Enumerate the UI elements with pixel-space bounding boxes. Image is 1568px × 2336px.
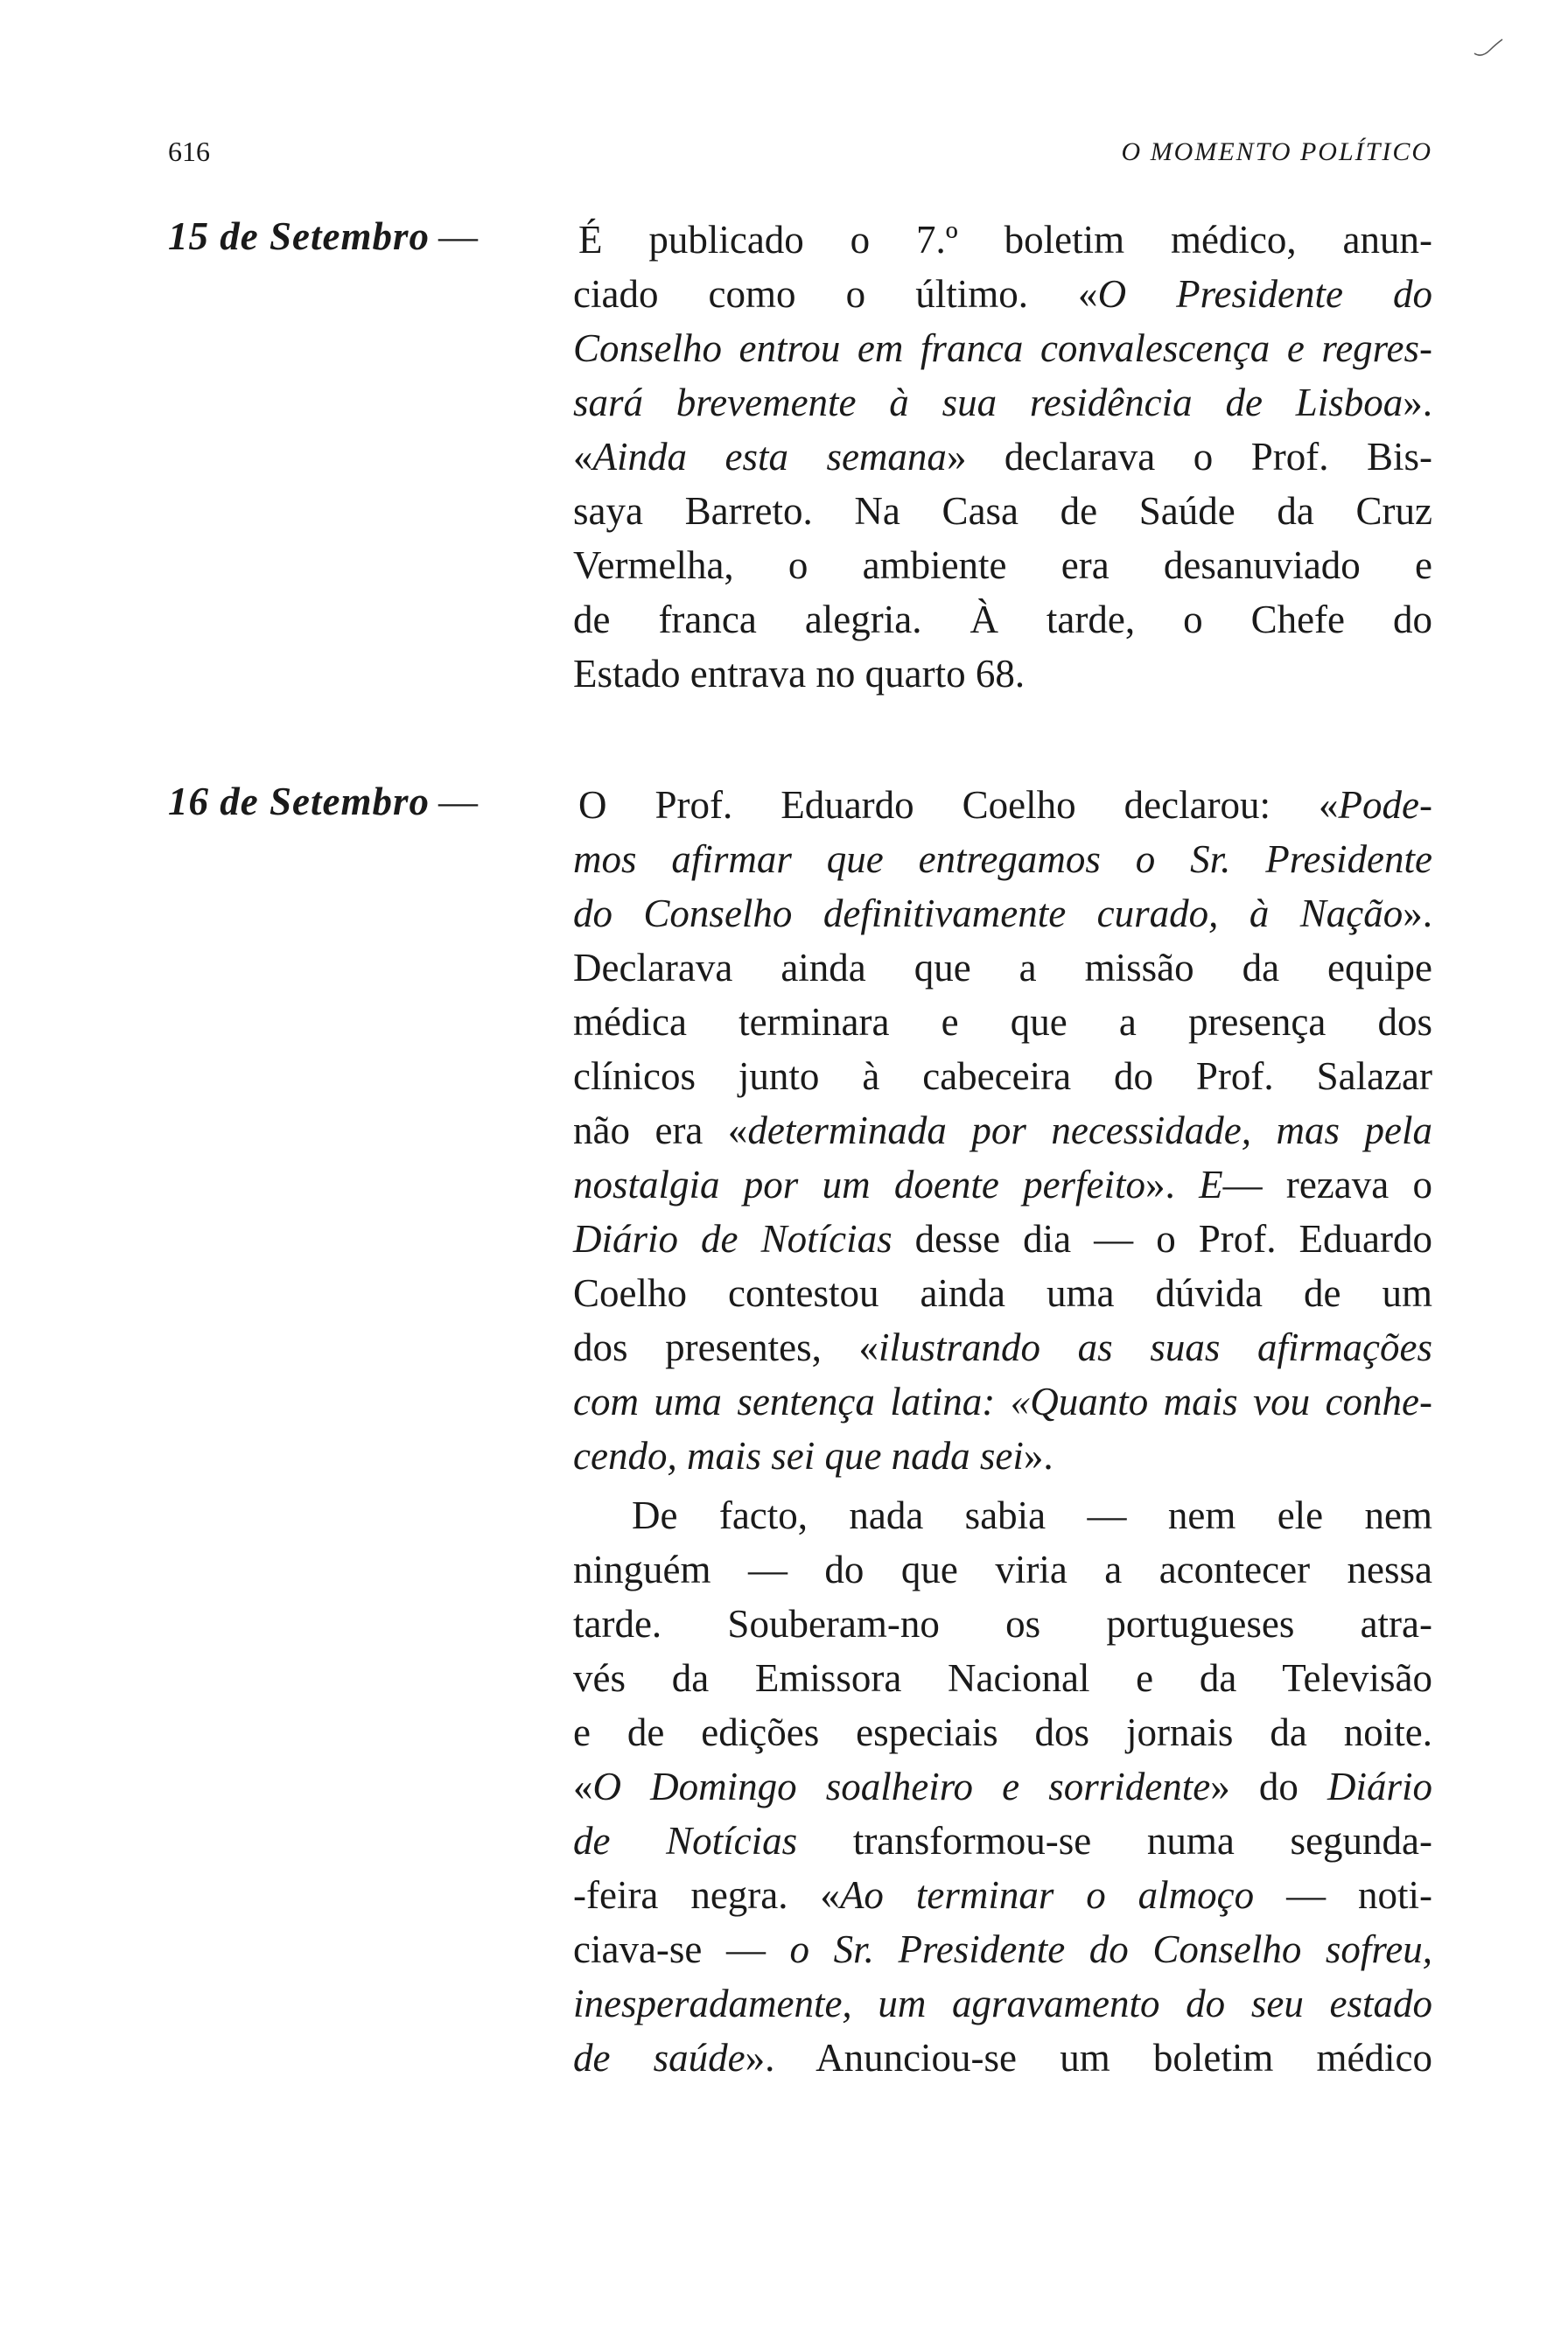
entry-2-line-22: ciava-se — o Sr. Presidente do Conselho sofreu,: [573, 1927, 1432, 1971]
entry-1-line-8: de franca alegria. À tarde, o Chefe do: [573, 598, 1432, 641]
entry-2-line-3: do Conselho definitivamente curado, à Nação».: [573, 892, 1432, 935]
entry-2-line-8: nostalgia por um doente perfeito». E— rezava o: [573, 1163, 1433, 1206]
entry-2-line-15: ninguém — do que viria a acontecer nessa: [573, 1548, 1432, 1591]
entry-date-16-setembro: [168, 779, 483, 824]
entry-2-line-13: cendo, mais sei que nada sei».: [573, 1434, 1054, 1478]
entry-2-line-9: Diário de Notícias desse dia — o Prof. Eduardo: [573, 1217, 1433, 1261]
running-head: O MOMENTO POLÍTICO: [1121, 137, 1432, 166]
entry-2-line-16: tarde. Souberam-no os portugueses atra-: [573, 1602, 1432, 1646]
page-number: 616: [168, 136, 210, 167]
entry-2-line-11: dos presentes, «ilustrando as suas afirmações: [573, 1325, 1432, 1369]
entry-2-line-20: de Notícias transformou-se numa segunda-: [573, 1819, 1432, 1863]
entry-2-line-17: vés da Emissora Nacional e da Televisão: [573, 1656, 1432, 1700]
entry-2-paragraph-2-line-1: De facto, nada sabia — nem ele nem: [632, 1493, 1432, 1537]
entry-1-line-4: sará brevemente à sua residência de Lisboa».: [573, 381, 1432, 424]
entry-2-line-18: e de edições especiais dos jornais da noite.: [573, 1710, 1432, 1754]
entry-date-label: 16 de Setembro: [168, 780, 430, 823]
entry-1-line-2: ciado como o último. «O Presidente do: [573, 272, 1433, 316]
pencil-tick-mark: [1473, 38, 1504, 59]
entry-1-line-1: É publicado o 7.º boletim médico, anun-: [578, 218, 1432, 262]
entry-2-line-10: Coelho contestou ainda uma dúvida de um: [573, 1271, 1432, 1315]
entry-1-line-7: Vermelha, o ambiente era desanuviado e: [573, 543, 1432, 587]
entry-dash: —: [438, 214, 478, 258]
entry-2-line-4: Declarava ainda que a missão da equipe: [573, 946, 1432, 990]
entry-1-line-6: saya Barreto. Na Casa de Saúde da Cruz: [573, 489, 1432, 533]
entry-1-line-5: «Ainda esta semana» declarava o Prof. Bis-: [573, 435, 1432, 479]
entry-1-line-9: Estado entrava no quarto 68.: [573, 652, 1026, 696]
entry-1-line-3: Conselho entrou em franca convalescença e regres-: [573, 326, 1432, 370]
entry-2-line-6: clínicos junto à cabeceira do Prof. Salazar: [573, 1054, 1432, 1098]
entry-2-line-12: com uma sentença latina: «Quanto mais vou conhe-: [573, 1380, 1432, 1423]
entry-2-line-24: de saúde». Anunciou-se um boletim médico: [573, 2036, 1432, 2080]
entry-2-line-21: -feira negra. «Ao terminar o almoço — noti-: [573, 1873, 1433, 1917]
entry-date-label: 15 de Setembro: [168, 214, 430, 258]
entry-2-line-7: não era «determinada por necessidade, mas pela: [573, 1109, 1432, 1152]
entry-dash: —: [438, 780, 478, 823]
entry-2-line-23: inesperadamente, um agravamento do seu estado: [573, 1982, 1432, 2025]
entry-2-line-2: mos afirmar que entregamos o Sr. Presidente: [573, 837, 1432, 881]
entry-2-line-5: médica terminara e que a presença dos: [573, 1000, 1432, 1044]
entry-2-line-19: «O Domingo soalheiro e sorridente» do Diário: [573, 1765, 1432, 1808]
entry-2-line-1: O Prof. Eduardo Coelho declarou: «Pode-: [578, 783, 1432, 827]
entry-date-15-setembro: [168, 213, 483, 259]
